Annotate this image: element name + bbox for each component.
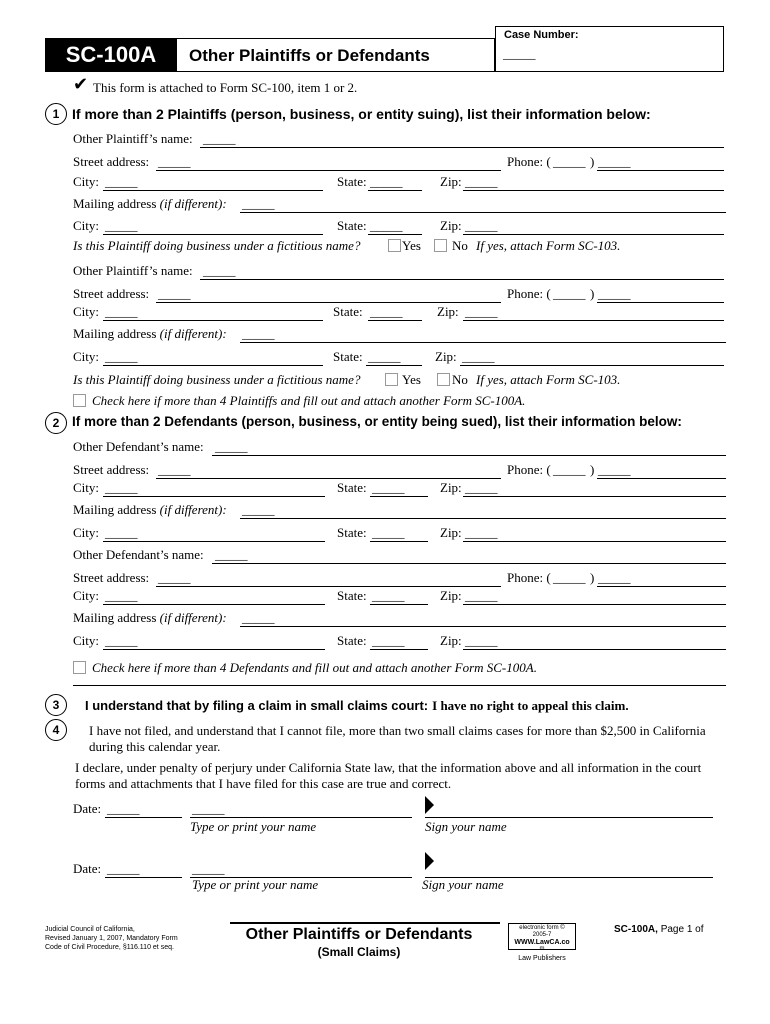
- state-label: State:: [333, 304, 363, 319]
- fictitious-question: Is this Plaintiff doing business under a fictitious name?: [73, 238, 361, 253]
- more-defendants-label: Check here if more than 4 Defendants and fill out and attach another Form SC-100A.: [92, 660, 537, 675]
- state-value[interactable]: _____: [372, 525, 405, 540]
- mailing-text: Mailing address: [73, 502, 157, 517]
- city-value[interactable]: _____: [105, 174, 138, 189]
- zip-line[interactable]: [460, 365, 724, 366]
- state-value[interactable]: _____: [372, 633, 405, 648]
- mailing-text: Mailing address: [73, 610, 157, 625]
- city-label: City:: [73, 218, 100, 233]
- city-value[interactable]: _____: [105, 633, 138, 648]
- state-line[interactable]: [370, 541, 428, 542]
- state-label: State:: [333, 349, 363, 364]
- street-label: Street address:: [73, 462, 150, 477]
- state-label: State:: [337, 525, 367, 540]
- state-line[interactable]: [368, 320, 422, 321]
- state-label: State:: [337, 633, 367, 648]
- zip-line[interactable]: [463, 604, 726, 605]
- state-value[interactable]: _____: [368, 349, 401, 364]
- city-line[interactable]: [103, 649, 325, 650]
- section-divider: [73, 685, 726, 686]
- state-label: State:: [337, 480, 367, 495]
- zip-label: Zip:: [440, 480, 462, 495]
- city-line[interactable]: [103, 604, 325, 605]
- case-number-value[interactable]: _____: [503, 46, 536, 61]
- section4-text: I have not filed, and understand that I cannot file, more than two small claims cases for more than $2,500 in California during this calendar year.: [89, 723, 706, 754]
- item-number-1: 1: [45, 103, 67, 125]
- defendant-name-label: Other Defendant’s name:: [73, 547, 204, 562]
- street-label: Street address:: [73, 286, 150, 301]
- mailing-text: Mailing address: [73, 326, 157, 341]
- date-label: Date:: [73, 861, 102, 876]
- zip-line[interactable]: [463, 649, 726, 650]
- state-value[interactable]: _____: [370, 304, 403, 319]
- phone-close: ): [590, 570, 595, 585]
- street-line[interactable]: [156, 586, 501, 587]
- fictitious-question: Is this Plaintiff doing business under a fictitious name?: [73, 372, 361, 387]
- state-value[interactable]: _____: [372, 480, 405, 495]
- city-label: City:: [73, 480, 100, 495]
- plaintiff-name-value[interactable]: _____: [203, 131, 236, 146]
- page-title: Other Plaintiffs or Defendants: [189, 46, 430, 65]
- type-name-caption: Type or print your name: [192, 877, 319, 892]
- name-value[interactable]: _____: [192, 801, 225, 816]
- date-value[interactable]: _____: [107, 861, 140, 876]
- state-line[interactable]: [368, 234, 422, 235]
- more-plaintiffs-checkbox[interactable]: [73, 394, 86, 407]
- section1-heading: If more than 2 Plaintiffs (person, business, or entity suing), list their information below:: [72, 106, 651, 122]
- mailing-diff-text: (if different):: [159, 610, 227, 625]
- date-line[interactable]: [105, 877, 182, 878]
- plaintiff-name-line[interactable]: [200, 279, 724, 280]
- phone-line[interactable]: [597, 478, 726, 479]
- zip-label: Zip:: [440, 633, 462, 648]
- phone-line[interactable]: [597, 586, 726, 587]
- plaintiff-name-line[interactable]: [200, 147, 724, 148]
- phone-number[interactable]: _____: [598, 154, 631, 169]
- city-line[interactable]: [103, 496, 325, 497]
- zip-line[interactable]: [463, 541, 726, 542]
- phone-area[interactable]: _____: [553, 570, 586, 585]
- mailing-value[interactable]: _____: [242, 610, 275, 625]
- publisher-name: Law Publishers: [518, 955, 566, 962]
- no-checkbox[interactable]: [437, 373, 450, 386]
- section3-bold-text: I understand that by filing a claim in small claims court:: [85, 698, 429, 713]
- mailing-value[interactable]: _____: [242, 196, 275, 211]
- zip-line[interactable]: [463, 320, 724, 321]
- city-label: City:: [73, 304, 100, 319]
- zip-value[interactable]: _____: [465, 525, 498, 540]
- street-value[interactable]: _____: [158, 154, 191, 169]
- mailing-label: [73, 502, 227, 518]
- phone-line[interactable]: [597, 170, 724, 171]
- city-value[interactable]: _____: [105, 525, 138, 540]
- state-line[interactable]: [370, 496, 428, 497]
- city-line[interactable]: [103, 190, 323, 191]
- page-text: Page 1 of: [660, 924, 704, 935]
- footer-council: Judicial Council of California,: [45, 926, 135, 933]
- date-line[interactable]: [105, 817, 182, 818]
- eform-line-1: electronic form ©: [519, 925, 565, 931]
- zip-value[interactable]: _____: [465, 174, 498, 189]
- mailing-diff-text: (if different):: [159, 502, 227, 517]
- zip-value[interactable]: _____: [465, 588, 498, 603]
- zip-value[interactable]: _____: [465, 633, 498, 648]
- zip-line[interactable]: [463, 496, 726, 497]
- state-label: State:: [337, 218, 367, 233]
- zip-line[interactable]: [463, 190, 724, 191]
- zip-label: Zip:: [440, 525, 462, 540]
- city-line[interactable]: [103, 365, 323, 366]
- state-line[interactable]: [370, 649, 428, 650]
- mailing-value[interactable]: _____: [242, 326, 275, 341]
- footer-subtitle: (Small Claims): [317, 945, 401, 959]
- state-value[interactable]: _____: [370, 174, 403, 189]
- phone-number[interactable]: _____: [598, 462, 631, 477]
- mailing-line[interactable]: [240, 212, 726, 213]
- zip-label: Zip:: [435, 349, 457, 364]
- zip-value[interactable]: _____: [465, 218, 498, 233]
- phone-label: Phone: (: [507, 570, 551, 585]
- defendant-name-line[interactable]: [212, 563, 726, 564]
- defendant-name-line[interactable]: [212, 455, 726, 456]
- phone-area[interactable]: _____: [553, 154, 586, 169]
- mailing-line[interactable]: [240, 626, 726, 627]
- phone-label: Phone: (: [507, 154, 551, 169]
- city-line[interactable]: [103, 234, 323, 235]
- phone-area[interactable]: _____: [553, 462, 586, 477]
- mailing-label: [73, 326, 227, 342]
- page-indicator: [614, 924, 704, 935]
- zip-line[interactable]: [463, 234, 724, 235]
- section3-text: [85, 697, 629, 715]
- zip-label: Zip:: [440, 218, 462, 233]
- city-value[interactable]: _____: [105, 349, 138, 364]
- signature-line[interactable]: [425, 817, 713, 818]
- date-value[interactable]: _____: [107, 801, 140, 816]
- phone-label: Phone: (: [507, 286, 551, 301]
- street-label: Street address:: [73, 570, 150, 585]
- city-value[interactable]: _____: [105, 218, 138, 233]
- state-value[interactable]: _____: [370, 218, 403, 233]
- plaintiff-name-label: Other Plaintiff’s name:: [73, 131, 193, 146]
- city-label: City:: [73, 174, 100, 189]
- phone-close: ): [590, 154, 595, 169]
- phone-area[interactable]: _____: [553, 286, 586, 301]
- sign-name-caption: Sign your name: [425, 819, 507, 834]
- mailing-line[interactable]: [240, 342, 726, 343]
- mailing-line[interactable]: [240, 518, 726, 519]
- street-line[interactable]: [156, 478, 501, 479]
- more-plaintiffs-label: Check here if more than 4 Plaintiffs and fill out and attach another Form SC-100A.: [92, 393, 526, 408]
- eform-line-2: 2005-7: [532, 932, 552, 938]
- defendant-name-value[interactable]: _____: [215, 547, 248, 562]
- zip-value[interactable]: _____: [462, 349, 495, 364]
- yes-checkbox[interactable]: [388, 239, 401, 252]
- city-value[interactable]: _____: [105, 304, 138, 319]
- section3-serif-text: I have no right to appeal this claim.: [432, 698, 629, 713]
- case-number-label: Case Number:: [504, 29, 579, 41]
- attach-note: If yes, attach Form SC-103.: [476, 238, 621, 253]
- no-label: No: [452, 238, 468, 253]
- form-code: SC-100A: [65, 42, 157, 67]
- street-line[interactable]: [156, 170, 501, 171]
- city-label: City:: [73, 349, 100, 364]
- mailing-label: [73, 196, 227, 212]
- footer-rule: [230, 922, 500, 924]
- page-code: SC-100A,: [614, 924, 658, 935]
- no-checkbox[interactable]: [434, 239, 447, 252]
- footer-revised: Revised January 1, 2007, Mandatory Form: [45, 935, 178, 942]
- sign-arrow-icon: [425, 796, 434, 814]
- phone-number[interactable]: _____: [598, 286, 631, 301]
- more-defendants-checkbox[interactable]: [73, 661, 86, 674]
- mailing-diff-text: (if different):: [159, 196, 227, 211]
- section2-heading: If more than 2 Defendants (person, business, or entity being sued), list their information below:: [72, 414, 682, 429]
- item-number-2: 2: [45, 412, 67, 434]
- zip-label: Zip:: [440, 588, 462, 603]
- name-value[interactable]: _____: [192, 861, 225, 876]
- name-line[interactable]: [190, 817, 412, 818]
- sign-name-caption: Sign your name: [422, 877, 504, 892]
- city-value[interactable]: _____: [105, 480, 138, 495]
- phone-label: Phone: (: [507, 462, 551, 477]
- city-line[interactable]: [103, 320, 323, 321]
- yes-label: Yes: [402, 238, 421, 253]
- plaintiff-name-label: Other Plaintiff’s name:: [73, 263, 193, 278]
- date-label: Date:: [73, 801, 102, 816]
- street-value[interactable]: _____: [158, 570, 191, 585]
- attach-note: If yes, attach Form SC-103.: [476, 372, 621, 387]
- city-label: City:: [73, 633, 100, 648]
- attached-checkmark: ✔: [73, 74, 89, 95]
- mailing-value[interactable]: _____: [242, 502, 275, 517]
- zip-value[interactable]: _____: [465, 304, 498, 319]
- state-label: State:: [337, 588, 367, 603]
- street-line[interactable]: [156, 302, 501, 303]
- city-label: City:: [73, 525, 100, 540]
- yes-checkbox[interactable]: [385, 373, 398, 386]
- city-label: City:: [73, 588, 100, 603]
- state-line[interactable]: [370, 604, 428, 605]
- eform-line-3: WWW.LawCA.co: [514, 939, 570, 946]
- plaintiff-name-value[interactable]: _____: [203, 263, 236, 278]
- state-value[interactable]: _____: [372, 588, 405, 603]
- declaration-text: I declare, under penalty of perjury under California State law, that the information above and all information in the court forms and attachments that I have filed for this case are true and correct.: [75, 760, 702, 791]
- phone-number[interactable]: _____: [598, 570, 631, 585]
- state-line[interactable]: [366, 365, 422, 366]
- mailing-label: [73, 610, 227, 626]
- phone-close: ): [590, 462, 595, 477]
- item-number-4: 4: [45, 719, 67, 741]
- street-label: Street address:: [73, 154, 150, 169]
- sign-arrow-icon: [425, 852, 434, 870]
- defendant-name-label: Other Defendant’s name:: [73, 439, 204, 454]
- phone-line[interactable]: [597, 302, 724, 303]
- zip-value[interactable]: _____: [465, 480, 498, 495]
- street-value[interactable]: _____: [158, 462, 191, 477]
- zip-label: Zip:: [437, 304, 459, 319]
- city-line[interactable]: [103, 541, 325, 542]
- state-label: State:: [337, 174, 367, 189]
- item-number-3: 3: [45, 694, 67, 716]
- state-line[interactable]: [368, 190, 422, 191]
- attached-note: This form is attached to Form SC-100, item 1 or 2.: [93, 80, 358, 95]
- type-name-caption: Type or print your name: [190, 819, 317, 834]
- street-value[interactable]: _____: [158, 286, 191, 301]
- mailing-diff-text: (if different):: [159, 326, 227, 341]
- yes-label: Yes: [402, 372, 421, 387]
- mailing-text: Mailing address: [73, 196, 157, 211]
- footer-title: Other Plaintiffs or Defendants: [245, 926, 473, 943]
- defendant-name-value[interactable]: _____: [215, 439, 248, 454]
- no-label: No: [452, 372, 468, 387]
- city-value[interactable]: _____: [105, 588, 138, 603]
- footer-code: Code of Civil Procedure, §116.110 et seq.: [45, 944, 174, 951]
- zip-label: Zip:: [440, 174, 462, 189]
- eform-line-4: m: [539, 946, 545, 952]
- phone-close: ): [590, 286, 595, 301]
